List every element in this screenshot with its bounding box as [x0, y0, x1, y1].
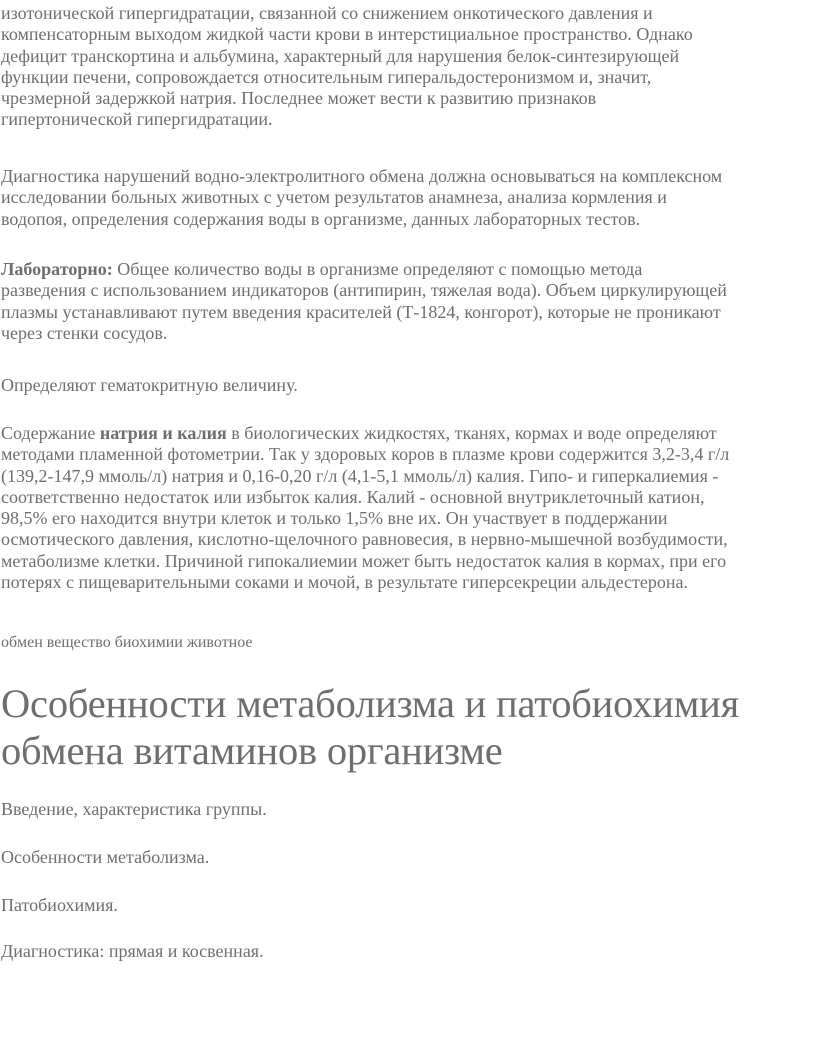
text-line: функции печени, сопровождается относительным гиперальдостеронизмом и, значит, — [1, 66, 652, 87]
text-line: исследовании больных животных с учетом результатов анамнеза, анализа кормления и — [1, 187, 667, 208]
text-line: водопоя, определения содержания воды в организме, данных лабораторных тестов. — [1, 208, 641, 229]
text-line: осмотического давления, кислотно-щелочного равновесия, в нервно-мышечной возбудимости, — [1, 529, 728, 550]
heading-line: обмена витаминов организме — [1, 728, 503, 773]
paragraph-hyperhydration — [1, 3, 693, 131]
text-line: чрезмерной задержкой натрия. Последнее может вести к развитию признаков — [1, 88, 597, 109]
text-line: изотонической гипергидратации, связанной со снижением онкотического давления и — [1, 3, 653, 23]
list-item: Диагностика: прямая и косвенная. — [1, 941, 264, 961]
paragraph-hematocrit — [1, 375, 298, 396]
section-heading — [1, 680, 739, 774]
text-line: компенсаторным выходом жидкой части крови в интерстициальное пространство. Однако — [1, 24, 693, 45]
paragraph-sodium-potassium — [1, 423, 729, 593]
list-item: Введение, характеристика группы. — [1, 799, 267, 819]
text-line: через стенки сосудов. — [1, 322, 168, 343]
text-span: Содержание — [1, 423, 100, 443]
text-line — [1, 259, 727, 280]
text-line: разведения с использованием индикаторов (антипирин, тяжелая вода). Объем циркулирующей — [1, 280, 727, 301]
text-line: метаболизме клетки. Причиной гипокалиемии может быть недостаток калия в кормах, при его — [1, 550, 727, 571]
keywords-line — [1, 632, 253, 653]
text-line: 98,5% его находится внутри клеток и только 1,5% вне их. Он участвует в поддержании — [1, 508, 668, 529]
text-line: потерях с пищеварительными соками и мочой, в результате гиперсекреции альдестерона. — [1, 572, 689, 593]
text-span: в биологических жидкостях, тканях, кормах и воде определяют — [226, 423, 717, 443]
bold-text: натрия и калия — [99, 423, 227, 443]
text-line: гипертонической гипергидратации. — [1, 109, 273, 130]
text-line: Диагностика нарушений водно-электролитного обмена должна основываться на комплексном — [1, 166, 723, 186]
text-span: Общее количество воды в организме определяют с помощью метода — [112, 259, 643, 279]
text-line: методами пламенной фотометрии. Так у здоровых коров в плазме крови содержится 3,2-3,4 г/л — [1, 444, 730, 465]
text-line: обмен вещество биохимии животное — [1, 634, 253, 651]
heading-line: Особенности метаболизма и патобиохимия — [1, 681, 740, 726]
text-line: соответственно недостаток или избыток калия. Калий - основной внутриклеточный катион, — [1, 486, 705, 507]
paragraph-diagnostics — [1, 166, 722, 230]
bold-lead-text: Лабораторно: — [1, 259, 113, 279]
text-line — [1, 423, 729, 444]
text-line: дефицит транскортина и альбумина, характерный для нарушения белок-синтезирующей — [1, 45, 680, 66]
text-line: Определяют гематокритную величину. — [1, 375, 298, 395]
text-line: (139,2-147,9 ммоль/л) натрия и 0,16-0,20 г/л (4,1-5,1 ммоль/л) калия. Гипо- и гиперкалиемия - — [1, 465, 719, 486]
list-item: Патобиохимия. — [1, 895, 118, 915]
paragraph-laboratory — [1, 259, 727, 344]
text-line: плазмы устанавливают путем введения красителей (Т-1824, конгорот), которые не проникают — [1, 301, 721, 322]
list-item: Особенности метаболизма. — [1, 847, 210, 867]
